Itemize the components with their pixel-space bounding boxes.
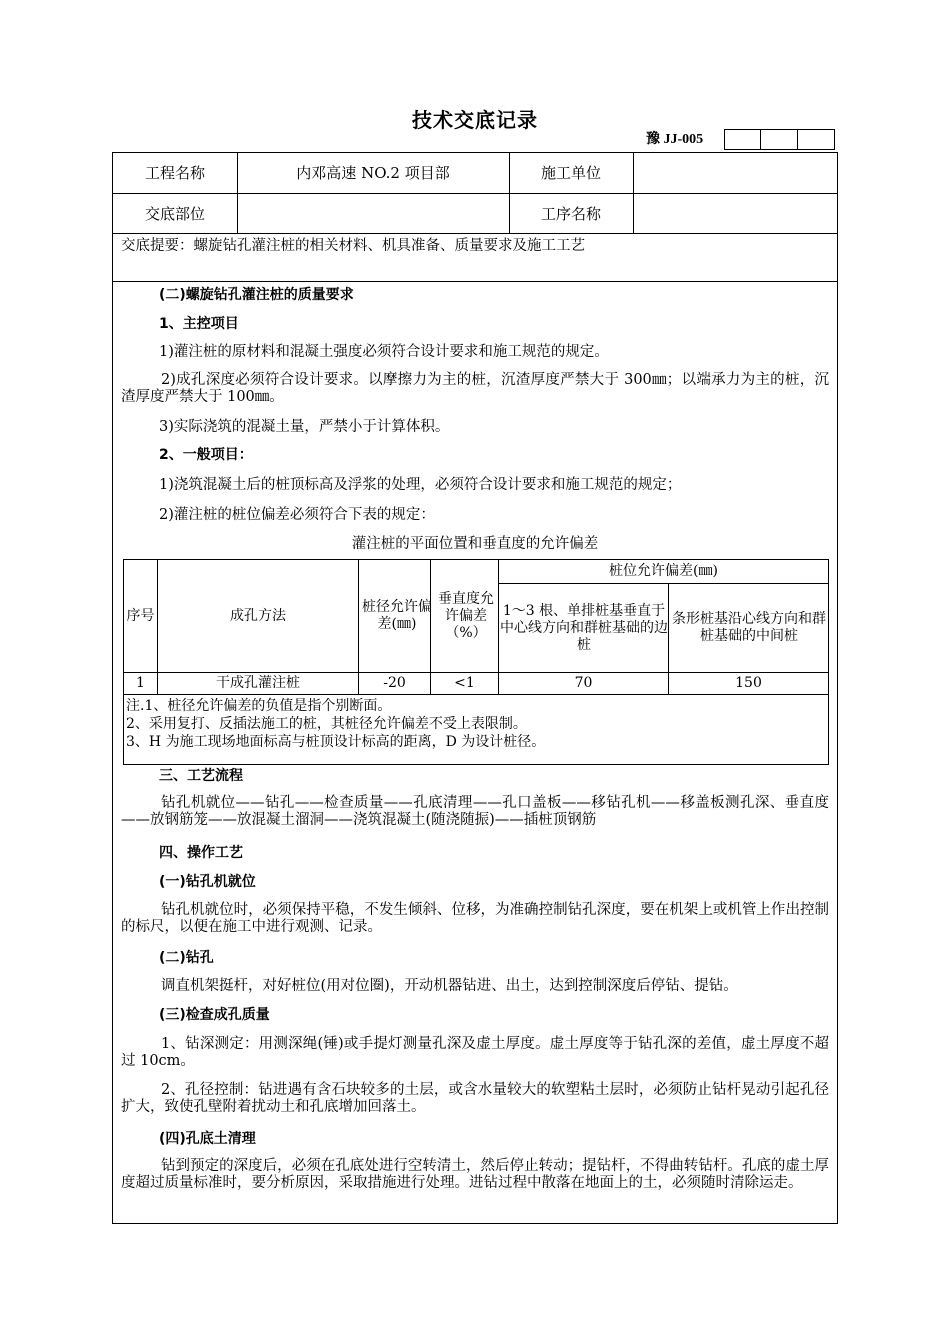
section4-title: 四、操作工艺 [159,845,243,861]
row-method: 干成孔灌注桩 [216,675,300,691]
record-frame [112,152,838,1224]
row-seq: 1 [136,675,145,691]
main-item-2: 2)成孔深度必须符合设计要求。以摩擦力为主的桩，沉渣厚度严禁大于 300㎜；以端承力为主的桩，沉渣厚度严禁大于 100㎜。 [121,372,829,405]
subsection-3-text-2: 2、孔径控制：钻进遇有含石块较多的土层，或含水量较大的软塑粘土层时，必须防止钻杆晃动引起孔径扩大，致使孔壁附着扰动土和孔底增加回落土。 [121,1082,829,1115]
deviation-table [123,559,829,765]
subsection-3-text-1: 1、钻深测定：用测深绳(锤)或手提灯测量孔深及虚土厚度。虚土厚度等于钻孔深的差值，虚土厚度不超过 10cm。 [121,1036,829,1069]
process-name-label: 工序名称 [540,205,601,223]
table-caption: 灌注桩的平面位置和垂直度的允许偏差 [351,536,599,552]
handover-part-label: 交底部位 [144,205,205,223]
construction-unit-label: 施工单位 [540,164,601,182]
project-name-value: 内邓高速 NO.2 项目部 [296,164,450,182]
main-item-1: 1)灌注桩的原材料和混凝土强度必须符合设计要求和施工规范的规定。 [159,344,609,360]
col-vertical-header: 垂直度允许偏差（%） [438,590,494,641]
subsection-2-text: 调直机架挺杆，对好桩位(用对位圈)，开动机器钻进、出土，达到控制深度后停钻、提钻。 [161,978,738,994]
section3-title: 三、工艺流程 [159,768,243,784]
document-code: 豫 JJ-005 [646,132,704,147]
code-box [798,129,835,150]
process-flow-text: 钻孔机就位——钻孔——检查质量——孔底清理——孔口盖板——移钻孔机——移盖板测孔深、垂直度——放钢筋笼——放混凝土溜洞——浇筑混凝土(随浇随振)——插桩顶钢筋 [121,795,829,828]
divider [113,193,837,194]
col-position-header: 桩位允许偏差(㎜) [609,563,718,579]
table-note-1: 注.1、桩径允许偏差的负值是指个别断面。 [126,698,392,714]
divider [633,153,634,233]
divider [113,281,837,282]
code-box [761,129,798,150]
row-position-b: 150 [735,675,762,691]
table-note-3: 3、H 为施工现场地面标高与桩顶设计标高的距离，D 为设计桩径。 [126,734,546,750]
main-items-title: 1、主控项目 [159,316,239,332]
col-method-header: 成孔方法 [230,607,286,624]
subsection-1-text: 钻孔机就位时，必须保持平稳，不发生倾斜、位移，为准确控制钻孔深度，要在机架上或机管上作出控制的标尺，以便在施工中进行观测、记录。 [121,902,829,935]
subsection-2-title: (二)钻孔 [159,950,214,966]
general-item-1: 1)浇筑混凝土后的桩顶标高及浮浆的处理，必须符合设计要求和施工规范的规定； [159,477,682,493]
row-position-a: 70 [574,675,593,691]
divider [113,233,837,234]
subsection-4-text: 钻到预定的深度后，必须在孔底处进行空转清土，然后停止转动；提钻杆，不得曲转钻杆。孔底的虚土厚度超过质量标准时，要分析原因，采取措施进行处理。进钻过程中散落在地面上的土，必须随时清除运走。 [121,1158,829,1191]
section2-title: (二)螺旋钻孔灌注桩的质量要求 [159,287,354,303]
subsection-1-title: (一)钻孔机就位 [159,874,256,890]
col-diameter-header: 桩径允许偏差(㎜) [362,599,432,632]
main-item-3: 3)实际浇筑的混凝土量，严禁小于计算体积。 [159,419,450,435]
code-box [724,129,761,150]
col-position-a-header: 1～3 根、单排桩基垂直于中心线方向和群桩基础的边桩 [500,602,668,653]
subsection-3-title: (三)检查成孔质量 [159,1007,270,1023]
col-position-b-header: 条形桩基沿心线方向和群桩基础的中间桩 [672,611,826,644]
row-vertical: <1 [454,675,475,691]
document-code-row [644,129,835,150]
subsection-4-title: (四)孔底土清理 [159,1131,256,1147]
col-seq-header: 序号 [126,607,155,624]
table-note-2: 2、采用复打、反插法施工的桩，其桩径允许偏差不受上表限制。 [126,716,527,732]
row-diameter: -20 [383,675,406,691]
handover-summary: 交底提要：螺旋钻孔灌注桩的相关材料、机具准备、质量要求及施工工艺 [121,238,585,254]
general-item-2: 2)灌注桩的桩位偏差必须符合下表的规定： [159,507,435,523]
project-name-label: 工程名称 [144,164,205,182]
general-items-title: 2、一般项目： [159,447,253,463]
divider [124,694,828,695]
document-title: 技术交底记录 [412,108,538,132]
